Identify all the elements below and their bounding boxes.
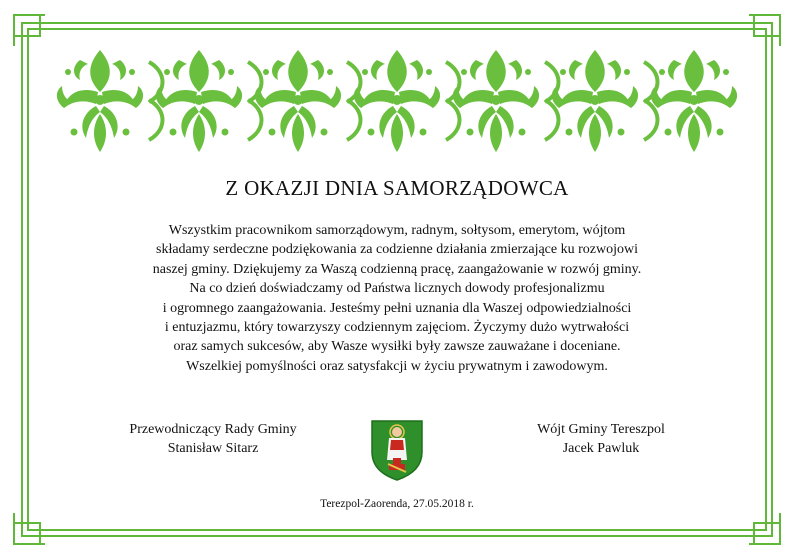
signature-right-role: Wójt Gminy Tereszpol: [537, 422, 665, 437]
signature-left-role: Przewodniczący Rady Gminy: [129, 422, 297, 437]
body-line: i ogromnego zaangażowania. Jesteśmy pełni uznania dla Waszej odpowiedzialności: [162, 300, 632, 316]
page-title: Z OKAZJI DNIA SAMORZĄDOWCA: [225, 176, 569, 200]
signature-right-name: Jacek Pawluk: [562, 441, 640, 456]
body-line: Na co dzień doświadczamy od Państwa licznych dowody profesjonalizmu: [189, 281, 605, 297]
signature-left-name: Stanisław Sitarz: [167, 441, 259, 456]
body-line: Wszystkim pracownikom samorządowym, radnym, sołtysom, emerytom, wójtom: [168, 223, 626, 238]
body-line: naszej gminy. Dziękujemy za Waszą codzienną pracę, zaangażowanie w rozwój gminy.: [152, 261, 642, 277]
body-line: składamy serdeczne podziękowania za codzienne działania zmierzające ku rozwojowi: [156, 242, 638, 258]
signature-right: [498, 420, 704, 458]
damask-ornament-band: [50, 38, 744, 156]
signature-left: [110, 420, 316, 458]
body-line: i entuzjazmu, który towarzyszy codziennym zajęciom. Życzymy dużo wytrwałości: [164, 320, 630, 336]
body-line: oraz samych sukcesów, aby Wasze wysiłki były zawsze zauważane i doceniane.: [173, 339, 621, 355]
coat-of-arms-icon: [369, 418, 425, 482]
greeting-body: [100, 221, 694, 376]
body-line: Wszelkiej pomyślności oraz satysfakcji w życiu prywatnym i zawodowym.: [186, 358, 608, 374]
place-and-date: Terezpol-Zaorenda, 27.05.2018 r.: [320, 498, 474, 510]
